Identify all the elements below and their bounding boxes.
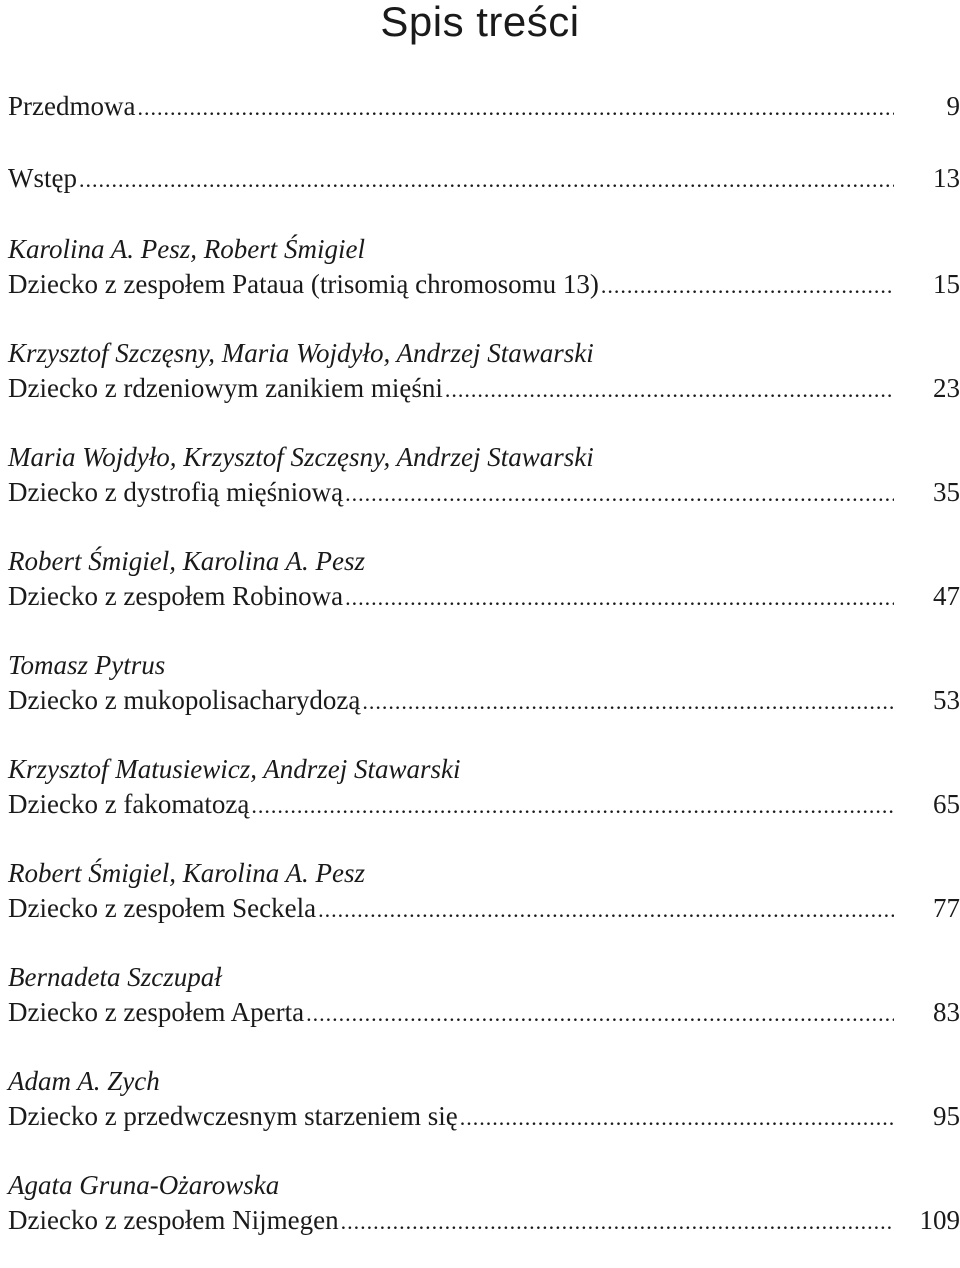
toc-leader-dots xyxy=(362,684,894,720)
toc-entry xyxy=(8,1168,960,1238)
toc-title: Dziecko z zespołem Nijmegen xyxy=(8,1205,339,1235)
toc-leader-dots xyxy=(345,580,894,616)
toc-title: Dziecko z zespołem Robinowa xyxy=(8,581,344,611)
toc-line xyxy=(8,682,960,718)
toc-page-number: 77 xyxy=(933,893,960,923)
toc-leader-dots xyxy=(137,90,894,126)
toc-line xyxy=(8,1098,960,1134)
toc-leader-dots xyxy=(601,268,894,304)
toc-title: Dziecko z dystrofią mięśniową xyxy=(8,477,344,507)
toc-title: Przedmowa xyxy=(8,91,136,121)
toc-line xyxy=(8,786,960,822)
toc-page-number: 109 xyxy=(919,1205,960,1235)
toc-page-number: 83 xyxy=(933,997,960,1027)
toc-author: Bernadeta Szczupał xyxy=(8,962,222,992)
toc-author: Robert Śmigiel, Karolina A. Pesz xyxy=(8,858,365,888)
toc-line xyxy=(8,370,960,406)
toc-leader-dots xyxy=(345,476,894,512)
toc-leader-dots xyxy=(445,372,894,408)
toc-entry xyxy=(8,88,960,124)
toc-entry xyxy=(8,232,960,302)
toc-title: Dziecko z zespołem Pataua (trisomią chromosomu 13) xyxy=(8,269,599,299)
toc-page-number: 47 xyxy=(933,581,960,611)
toc-entry xyxy=(8,752,960,822)
toc-title: Dziecko z zespołem Seckela xyxy=(8,893,317,923)
toc-entry xyxy=(8,336,960,406)
toc-title: Dziecko z zespołem Aperta xyxy=(8,997,305,1027)
toc-author: Agata Gruna-Ożarowska xyxy=(8,1170,280,1200)
toc-line xyxy=(8,88,960,124)
toc-title: Dziecko z rdzeniowym zanikiem mięśni xyxy=(8,373,443,403)
toc-entry xyxy=(8,440,960,510)
toc-author: Tomasz Pytrus xyxy=(8,650,166,680)
table-of-contents xyxy=(8,88,960,1238)
toc-line xyxy=(8,474,960,510)
toc-leader-dots xyxy=(79,162,894,198)
toc-entry xyxy=(8,1064,960,1134)
toc-leader-dots xyxy=(318,892,894,928)
toc-line xyxy=(8,1202,960,1238)
toc-title: Dziecko z mukopolisacharydozą xyxy=(8,685,361,715)
toc-entry xyxy=(8,856,960,926)
toc-page-number: 23 xyxy=(933,373,960,403)
toc-page-number: 9 xyxy=(946,91,960,121)
toc-author: Adam A. Zych xyxy=(8,1066,160,1096)
toc-entry xyxy=(8,960,960,1030)
toc-page-number: 35 xyxy=(933,477,960,507)
toc-line xyxy=(8,160,960,196)
toc-leader-dots xyxy=(460,1100,894,1136)
toc-page-number: 65 xyxy=(933,789,960,819)
toc-line xyxy=(8,994,960,1030)
toc-title: Wstęp xyxy=(8,163,77,193)
toc-page-number: 95 xyxy=(933,1101,960,1131)
toc-line xyxy=(8,578,960,614)
toc-leader-dots xyxy=(306,996,894,1032)
toc-page-number: 53 xyxy=(933,685,960,715)
toc-title: Dziecko z fakomatozą xyxy=(8,789,250,819)
toc-entry xyxy=(8,544,960,614)
page-title: Spis treści xyxy=(380,0,580,45)
toc-leader-dots xyxy=(341,1204,894,1240)
toc-leader-dots xyxy=(251,788,894,824)
toc-line xyxy=(8,890,960,926)
toc-author: Karolina A. Pesz, Robert Śmigiel xyxy=(8,234,365,264)
toc-page-number: 13 xyxy=(933,163,960,193)
toc-title: Dziecko z przedwczesnym starzeniem się xyxy=(8,1101,458,1131)
toc-line xyxy=(8,266,960,302)
toc-entry xyxy=(8,160,960,196)
toc-author: Maria Wojdyło, Krzysztof Szczęsny, Andrzej Stawarski xyxy=(8,442,594,472)
toc-page-number: 15 xyxy=(933,269,960,299)
toc-author: Robert Śmigiel, Karolina A. Pesz xyxy=(8,546,365,576)
toc-entry xyxy=(8,648,960,718)
toc-author: Krzysztof Matusiewicz, Andrzej Stawarski xyxy=(8,754,461,784)
toc-author: Krzysztof Szczęsny, Maria Wojdyło, Andrzej Stawarski xyxy=(8,338,594,368)
